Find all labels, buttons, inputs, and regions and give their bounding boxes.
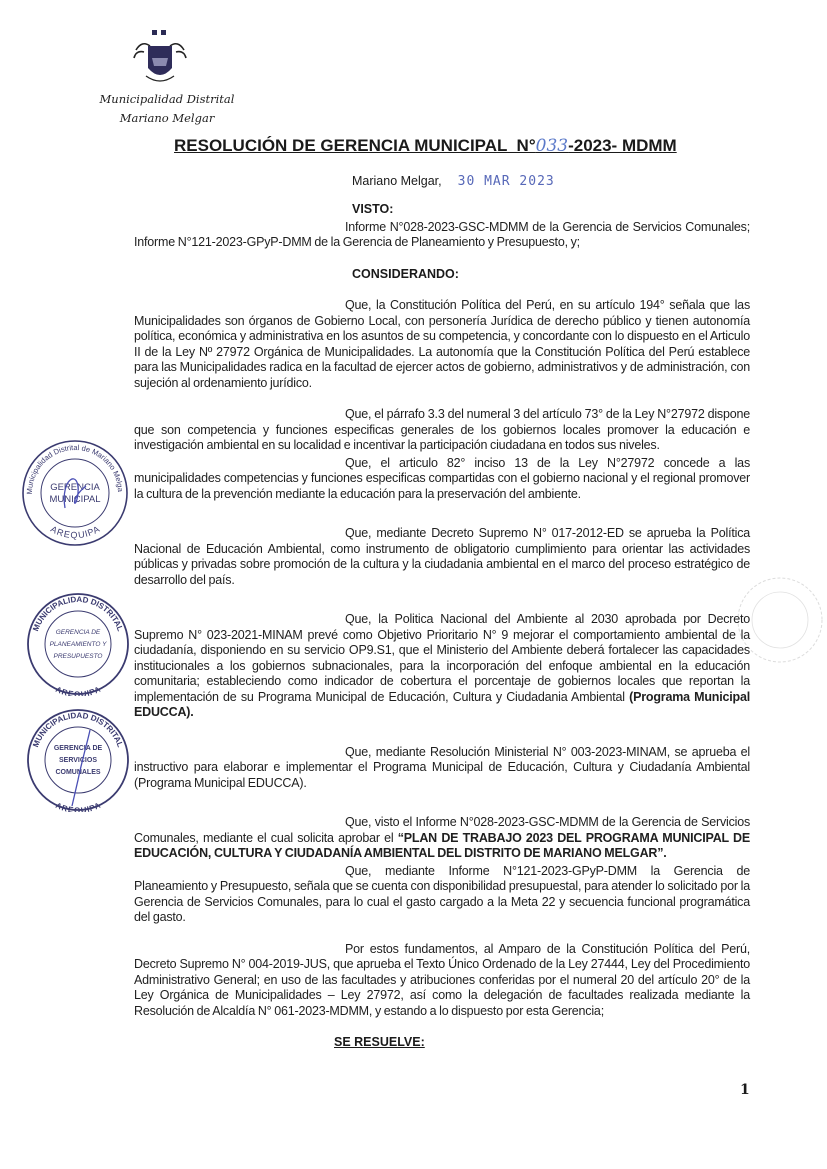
stamp-ring-top: MUNICIPALIDAD DISTRITAL	[31, 710, 125, 749]
visto-text: Informe N°028-2023-GSC-MDMM de la Gerencia de Servicios Comunales; Informe N°121-2023-GPyP-DMM de la Gerencia de Planeamiento y Presupuesto, y;	[134, 219, 750, 249]
bold-educca: (Programa Municipal EDUCCA).	[134, 689, 750, 719]
svg-text:AREQUIPA	[54, 685, 102, 696]
visto-heading: VISTO:	[352, 202, 394, 216]
paragraph-ds017	[134, 526, 750, 588]
stamp-center-line1: GERENCIA DE	[55, 629, 101, 636]
title-prefix: RESOLUCIÓN DE GERENCIA MUNICIPAL N°	[174, 136, 536, 155]
paragraph-art82	[134, 456, 750, 503]
place-date-line	[352, 172, 555, 190]
coat-of-arms-icon	[130, 28, 190, 90]
paragraph-informe028	[134, 815, 750, 862]
stamp-ring-top: MUNICIPALIDAD DISTRITAL	[31, 594, 125, 633]
stamp-ring-bottom: AREQUIPA	[54, 800, 102, 812]
stamp-center-line2: SERVICIOS	[59, 757, 97, 764]
svg-text:MUNICIPALIDAD DISTRITAL	[31, 711, 125, 749]
paragraph-text: Por estos fundamentos, al Amparo de la Constitución Política del Perú, Decreto Supremo N° 004-2019-JUS, que aprueba el Texto Único Ordenado de la Ley 27444, Ley del Procedimiento Administrativo General; en uso de las facultades y atribuciones conferidas por el numeral 20 del artículo 20° de la Ley Orgánica de Municipalidades – Ley 27972, así como la delegación de facultades realizada mediante la Resolución de Alcaldía N° 061-2023-MDMM, y estando a lo dispuesto por esta Gerencia;	[134, 941, 750, 1018]
paragraph-rm003	[134, 745, 750, 792]
se-resuelve-heading: SE RESUELVE:	[334, 1035, 425, 1049]
resolution-number: 033	[535, 136, 569, 156]
municipality-name	[92, 90, 242, 128]
document-title	[174, 136, 677, 156]
paragraph-art73	[134, 407, 750, 454]
bold-plan-title: “PLAN DE TRABAJO 2023 DEL PROGRAMA MUNICIPAL DE EDUCACIÓN, CULTURA Y CIUDADANÍA AMBIENTAL DEL DISTRITO DE MARIANO MELGAR”.	[134, 830, 750, 860]
paragraph-text: Que, el párrafo 3.3 del numeral 3 del artículo 73° de la Ley N°27972 dispone que son competencia y funciones especificas generales de los gobiernos locales promover la educación e investigación ambiental en su localidad e incentivar la participación ciudadana en todos sus niveles.	[134, 407, 750, 452]
stamp-gerencia-municipal	[20, 438, 130, 553]
municipality-line1: Municipalidad Distrital	[99, 92, 235, 106]
paragraph-text: Que, visto el Informe N°028-2023-GSC-MDMM de la Gerencia de Servicios Comunales, mediante el cual solicita aprobar el	[134, 815, 750, 845]
svg-text:MUNICIPALIDAD DISTRITAL	[31, 595, 125, 633]
svg-text:Municipalidad Distrital de Mar	[20, 438, 125, 495]
svg-text:AREQUIPA	[49, 524, 101, 540]
stamp-ring-top: Municipalidad Distrital de Mariano Melga	[24, 442, 126, 495]
stamp-ring-bottom: AREQUIPA	[54, 684, 102, 696]
paragraph-text: Que, mediante Decreto Supremo N° 017-2012-ED se aprueba la Política Nacional de Educación Ambiental, como instrumento de obligatorio cumplimiento para orientar las actividades públicas y privadas sobre promoción de la cultura y la ciudadania ambiental en el marco del proceso estratégico de desarrollo del país.	[134, 526, 750, 587]
signature	[64, 479, 86, 508]
stamp-center-line1: GERENCIA	[50, 482, 100, 493]
municipality-line2: Mariano Melgar	[119, 111, 215, 125]
stamp-center-line2: MUNICIPAL	[49, 494, 101, 505]
considerando-heading: CONSIDERANDO:	[352, 266, 459, 281]
paragraph-text: Que, el articulo 82° inciso 13 de la Ley N°27972 concede a las municipalidades competencias y funciones especificas compartidas con el gobierno nacional y el regional promover la cultura de la prevención mediante la educación para la preservación del ambiente.	[134, 455, 750, 501]
svg-text:AREQUIPA	[54, 801, 102, 812]
paragraph-fundamentos	[134, 942, 750, 1020]
paragraph-text: Que, la Constitución Política del Perú, en su artículo 194° señala que las Municipalidades son órganos de Gobierno Local, con personería Jurídica de derecho público y tienen autonomía política, económica y administrativa en los asuntos de su competencia, y concordante con lo dispuesto en el Articulo II de la Ley Nº 27972 Orgánica de Municipalidades. La autonomía que la Constitución Política del Perú establece para las Municipalidades radica en la facultad de ejercer actos de gobierno, administrativos y de administración, con sujeción al ordenamiento jurídico.	[134, 298, 750, 390]
paragraph-text: Que, la Politica Nacional del Ambiente al 2030 aprobada por Decreto Supremo N° 023-2021-MINAM prevé como Objetivo Prioritario N° 9 mejorar el comportamiento ambiental de la ciudadanía, disponiendo en su servicio OP9.S1, que el Ministerio del Ambiente deberá fortalecer las capacidades institucionales a los gobiernos subnacionales, para la incorporación del enfoque ambiental en la educación comunitaria; estableciendo como indicador de cobertura el porcentaje de gobiernos locales que reportan la implementación de su Programa Municipal de Educación, Cultura y Ciudadania Ambiental	[134, 612, 750, 704]
stamp-center-line1: GERENCIA DE	[53, 745, 103, 752]
document-body	[134, 202, 750, 1051]
stamp-ring-bottom: AREQUIPA	[48, 523, 102, 541]
date-stamp: 30 MAR 2023	[457, 174, 555, 189]
paragraph-pna2030	[134, 612, 750, 721]
title-suffix: -2023- MDMM	[568, 136, 677, 155]
stamp-center-line3: PRESUPUESTO	[53, 653, 103, 660]
signature	[72, 730, 90, 806]
stamp-center-line2: PLANEAMIENTO Y	[49, 641, 107, 648]
paragraph-text: Que, mediante Resolución Ministerial N° 003-2023-MINAM, se aprueba el instructivo para elaborar e implementar el Programa Municipal de Educación, Cultura y Ciudadanía Ambiental (Programa Municipal EDUCCA).	[134, 744, 750, 790]
stamp-center-line3: COMUNALES	[55, 769, 101, 776]
paragraph-text: Que, mediante Informe N°121-2023-GPyP-DMM la Gerencia de Planeamiento y Presupuesto, señala que se cuenta con disponibilidad presupuestal, para atender lo solicitado por la Gerencia de Servicios Comunales, para lo cual el gasto cargado a la Meta 22 y secuencia funcional programática del gasto.	[134, 863, 750, 924]
paragraph-constitution	[134, 298, 750, 391]
page-number: 1	[740, 1082, 750, 1098]
place: Mariano Melgar,	[352, 174, 442, 188]
stamp-servicios-comunales	[26, 708, 130, 817]
paragraph-informe121	[134, 864, 750, 926]
visto-paragraph	[134, 220, 750, 251]
faint-stamp-impression	[730, 575, 825, 665]
stamp-planeamiento-presupuesto	[26, 592, 130, 701]
